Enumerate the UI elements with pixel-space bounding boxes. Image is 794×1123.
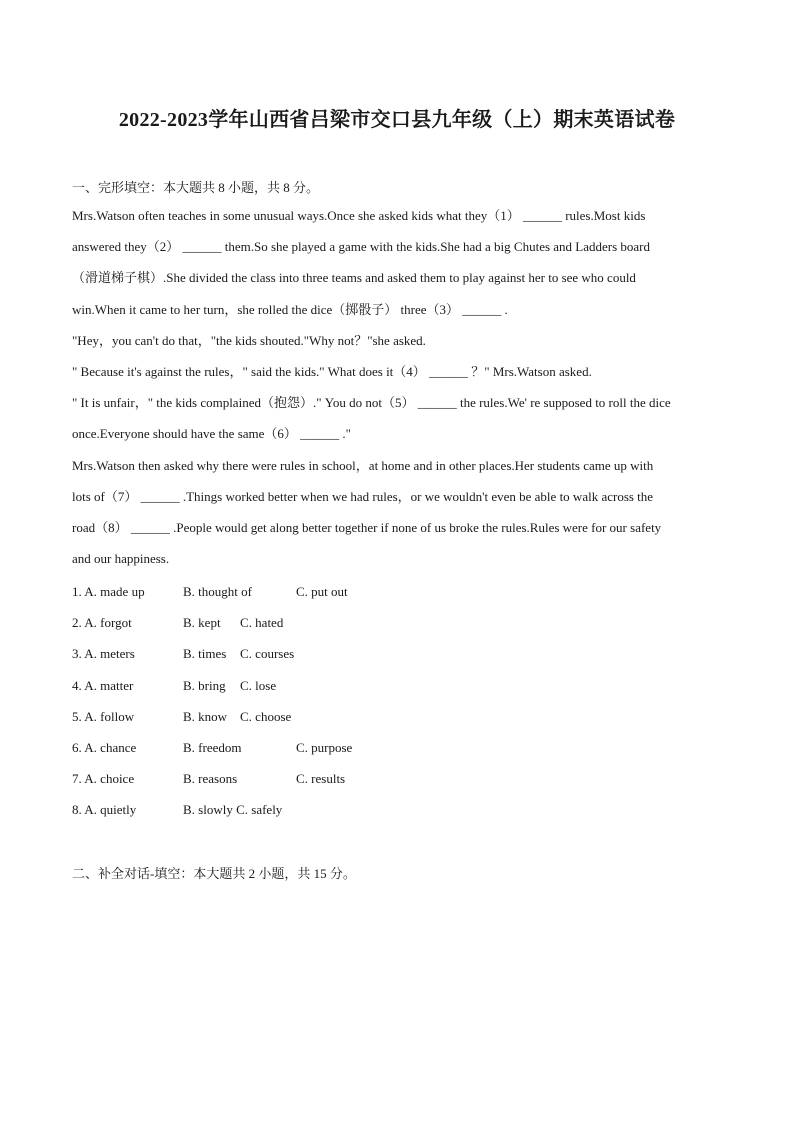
option-b: B. reasons	[183, 771, 238, 787]
page-title: 2022-2023学年山西省吕梁市交口县九年级（上）期末英语试卷	[118, 109, 676, 131]
passage-line: answered they（2） ______ them.So she played a game with the kids.She had a big Chutes and Ladders board	[72, 239, 651, 255]
passage-line: （滑道梯子棋）.She divided the class into three teams and asked them to play against her to see who could	[72, 270, 636, 286]
option-c: C. purpose	[296, 739, 353, 755]
passage-line: " Because it's against the rules，" said the kids." What does it（4） ______ ？" Mrs.Watson asked.	[72, 363, 592, 379]
passage-line: road（8） ______ .People would get along better together if none of us broke the rules.Rules were for our safety	[72, 519, 662, 535]
option-b: B. freedom	[183, 739, 242, 755]
section-1-heading: 一、完形填空：本大题共 8 小题，共 8 分。	[72, 180, 320, 195]
passage-line: win.When it came to her turn，she rolled the dice（掷骰子） three（3） ______ .	[72, 301, 508, 317]
option-b: B. slowly C. safely	[183, 802, 283, 818]
option-a: 5. A. follow	[72, 708, 135, 724]
option-a: 4. A. matter	[72, 677, 134, 693]
section-2-heading: 二、补全对话-填空：本大题共 2 小题，共 15 分。	[72, 866, 356, 881]
passage-line: lots of（7） ______ .Things worked better when we had rules，or we wouldn't even be able to walk across the	[72, 488, 654, 504]
option-a: 1. A. made up	[72, 584, 145, 599]
passage-line: Mrs.Watson often teaches in some unusual ways.Once she asked kids what they（1） ______ rules.Most kids	[72, 208, 646, 223]
option-b: B. kept	[183, 615, 221, 631]
option-b: B. thought of	[183, 584, 252, 599]
option-a: 3. A. meters	[72, 646, 135, 662]
passage-line: "Hey，you can't do that，"the kids shouted."Why not？"she asked.	[72, 332, 426, 348]
option-a: 8. A. quietly	[72, 802, 137, 818]
option-b: B. bring	[183, 677, 226, 693]
cloze-passage	[72, 200, 732, 574]
option-c: C. results	[296, 771, 346, 787]
option-c: C. choose	[240, 708, 292, 724]
option-c: C. hated	[240, 615, 284, 631]
option-c: C. courses	[240, 646, 295, 662]
option-a: 2. A. forgot	[72, 615, 132, 631]
option-c: C. lose	[240, 677, 277, 693]
option-b: B. times	[183, 646, 227, 662]
passage-line: and our happiness.	[72, 551, 170, 567]
passage-line: Mrs.Watson then asked why there were rules in school，at home and in other places.Her students came up with	[72, 457, 654, 473]
passage-line: " It is unfair，" the kids complained（抱怨）." You do not（5） ______ the rules.We' re supposed to roll the dice	[72, 395, 671, 411]
passage-line: once.Everyone should have the same（6） ______ ."	[72, 426, 351, 442]
option-a: 7. A. choice	[72, 771, 135, 787]
option-b: B. know	[183, 708, 228, 724]
option-a: 6. A. chance	[72, 739, 137, 755]
option-c: C. put out	[296, 584, 348, 599]
